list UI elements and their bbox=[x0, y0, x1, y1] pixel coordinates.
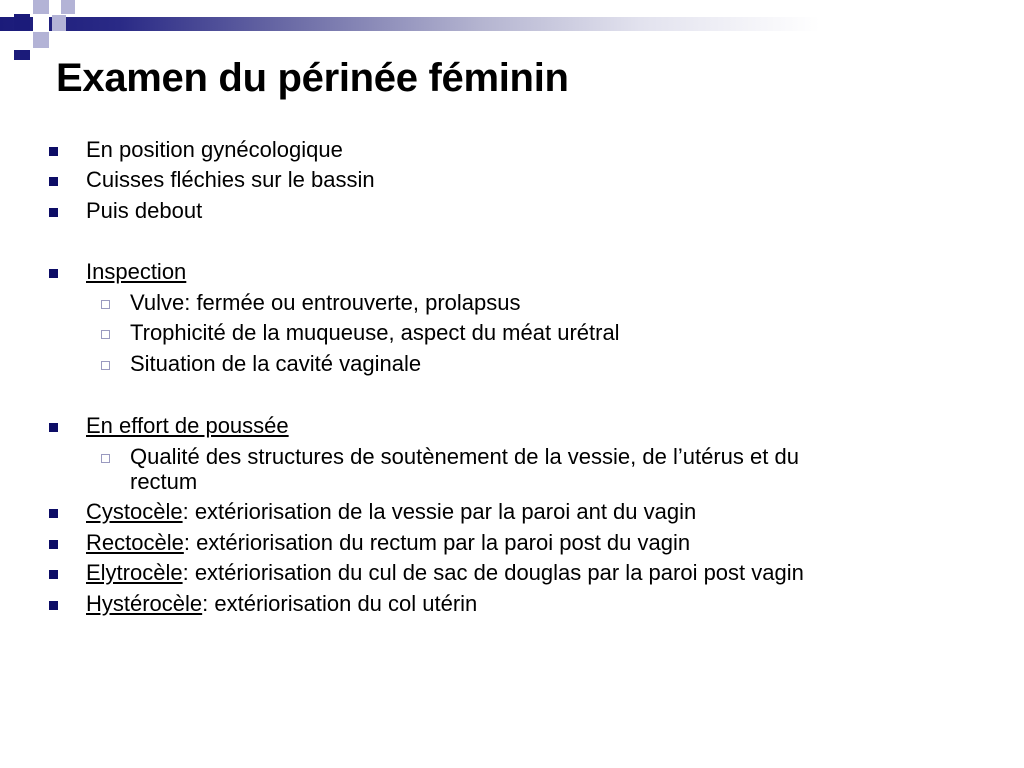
bullet-square-icon bbox=[49, 570, 58, 579]
bullet-text: En position gynécologique bbox=[86, 137, 343, 162]
bullet-text: Puis debout bbox=[86, 198, 203, 223]
term-definition: : extériorisation du rectum par la paroi post du vagin bbox=[183, 530, 691, 555]
term-label: Rectocèle bbox=[86, 530, 184, 555]
section-heading-inspection: Inspection bbox=[86, 259, 187, 284]
term-label: Cystocèle bbox=[86, 499, 183, 524]
sub-bullet-hollow-square-icon bbox=[101, 330, 110, 339]
sub-bullet-hollow-square-icon bbox=[101, 361, 110, 370]
sub-bullet-text: Trophicité de la muqueuse, aspect du méat urétral bbox=[130, 320, 620, 345]
bullet-square-icon bbox=[49, 208, 58, 217]
term-definition: : extériorisation de la vessie par la paroi ant du vagin bbox=[182, 499, 697, 524]
definition-cystocele bbox=[86, 499, 696, 525]
definition-rectocele bbox=[86, 530, 690, 556]
bullet-square-icon bbox=[49, 269, 58, 278]
term-definition: : extériorisation du cul de sac de douglas par la paroi post vagin bbox=[182, 560, 804, 585]
bullet-text: Cuisses fléchies sur le bassin bbox=[86, 167, 375, 192]
term-label: Elytrocèle bbox=[86, 560, 183, 585]
slide-title: Examen du périnée féminin bbox=[56, 56, 569, 100]
term-label: Hystérocèle bbox=[86, 591, 203, 616]
sub-bullet-hollow-square-icon bbox=[101, 454, 110, 463]
section-heading-effort: En effort de poussée bbox=[86, 413, 289, 438]
sub-bullet-hollow-square-icon bbox=[101, 300, 110, 309]
sub-bullet-text: Situation de la cavité vaginale bbox=[130, 351, 422, 376]
bullet-square-icon bbox=[49, 177, 58, 186]
bullet-square-icon bbox=[49, 601, 58, 610]
bullet-square-icon bbox=[49, 423, 58, 432]
sub-bullet-text: Qualité des structures de soutènement de la vessie, de l’utérus et du bbox=[130, 444, 799, 469]
term-definition: : extériorisation du col utérin bbox=[202, 591, 478, 616]
definition-hysterocele bbox=[86, 591, 477, 617]
sub-bullet-text: Vulve: fermée ou entrouverte, prolapsus bbox=[130, 290, 521, 315]
bullet-square-icon bbox=[49, 509, 58, 518]
bullet-square-icon bbox=[49, 540, 58, 549]
bullet-square-icon bbox=[49, 147, 58, 156]
sub-bullet-text-continuation: rectum bbox=[130, 469, 198, 494]
definition-elytrocele bbox=[86, 560, 804, 586]
